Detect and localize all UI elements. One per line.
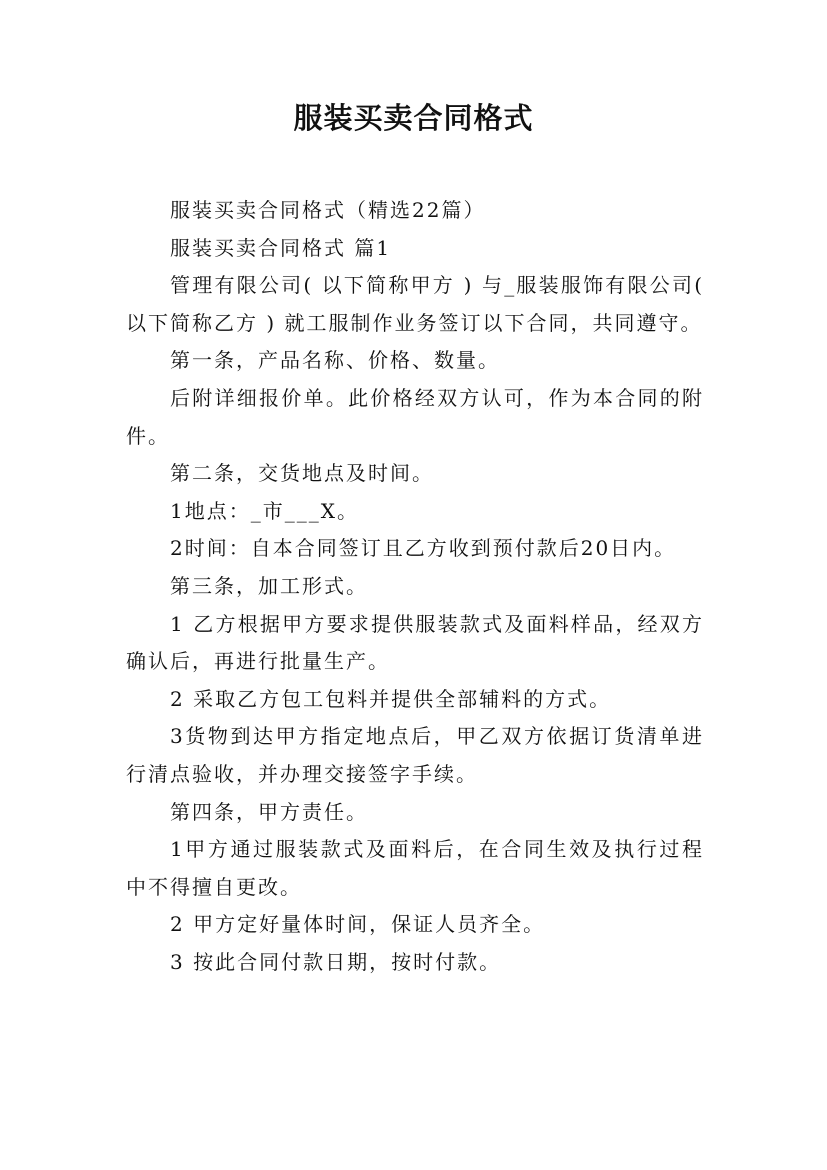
paragraph-article-2-item-1: 1地点：_市___X。 [170,498,359,523]
paragraph-section-heading: 服装买卖合同格式 篇1 [170,235,392,260]
paragraph-article-4-item-2: 2 甲方定好量体时间，保证人员齐全。 [170,912,546,937]
document-title: 服装买卖合同格式 [293,101,534,135]
paragraph-article-3-item-2: 2 采取乙方包工包料并提供全部辅料的方式。 [170,686,612,711]
paragraph-article-1-detail: 后附详细报价单。此价格经双方认可，作为本合同的附件。 [126,385,704,448]
document-body [126,192,704,981]
paragraph-article-4-item-3: 3 按此合同付款日期，按时付款。 [170,949,502,974]
paragraph-article-2-item-2: 2时间：自本合同签订且乙方收到预付款后20日内。 [170,536,677,561]
paragraph-article-2: 第二条，交货地点及时间。 [170,461,434,486]
paragraph-article-1: 第一条，产品名称、价格、数量。 [170,348,500,373]
paragraph-article-4-item-1: 1甲方通过服装款式及面料后，在合同生效及执行过程中不得擅自更改。 [126,837,704,899]
paragraph-article-3-item-3: 3货物到达甲方指定地点后，甲乙双方依据订货清单进行清点验收，并办理交接签字手续。 [126,724,704,786]
paragraph-article-3: 第三条，加工形式。 [170,573,368,598]
paragraph-parties: 管理有限公司( 以下简称甲方 ) 与_服装服饰有限公司( 以下简称乙方 ) 就工服制作业务签订以下合同，共同遵守。 [126,273,704,335]
paragraph-subtitle: 服装买卖合同格式（精选22篇） [170,198,486,222]
paragraph-article-3-item-1: 1 乙方根据甲方要求提供服装款式及面料样品，经双方确认后，再进行批量生产。 [126,611,704,674]
paragraph-article-4: 第四条，甲方责任。 [170,799,368,824]
